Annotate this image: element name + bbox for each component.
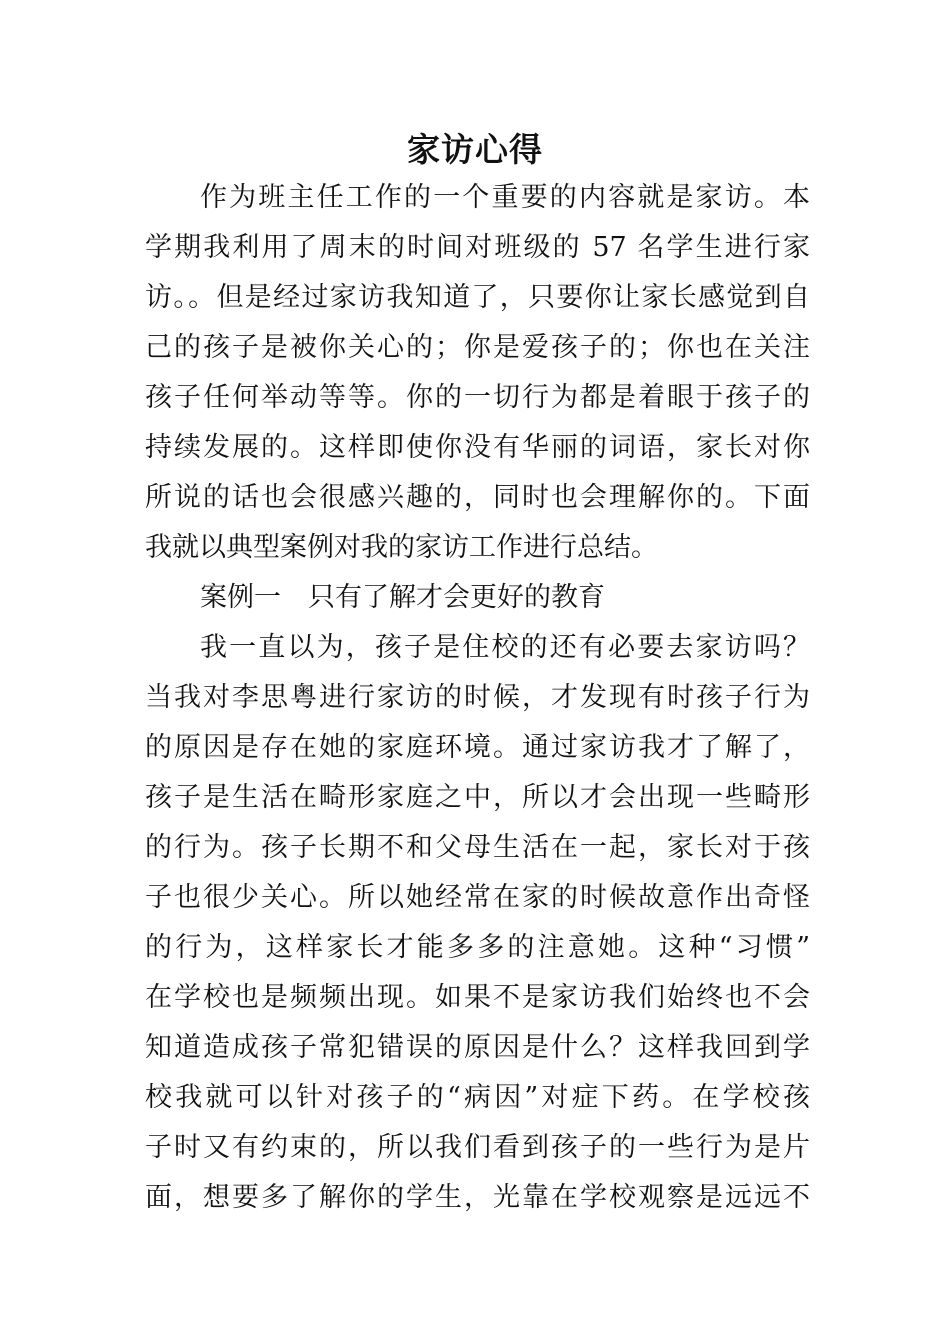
paragraph-line: 访。。但是经过家访我知道了，只要你让家长感觉到自 <box>145 282 810 313</box>
document-title: 家访心得 <box>407 130 543 169</box>
paragraph-line: 我就以典型案例对我的家访工作进行总结。 <box>145 532 658 563</box>
paragraph-line: 在学校也是频频出现。如果不是家访我们始终也不会 <box>145 982 810 1013</box>
paragraph-line: 子时又有约束的，所以我们看到孩子的一些行为是片 <box>145 1132 810 1163</box>
paragraph-line: 校我就可以针对孩子的“病因”对症下药。在学校孩 <box>145 1082 810 1113</box>
paragraph-line: 作为班主任工作的一个重要的内容就是家访。本 <box>200 182 810 213</box>
paragraph-line: 子也很少关心。所以她经常在家的时候故意作出奇怪 <box>145 882 810 913</box>
paragraph-line: 持续发展的。这样即使你没有华丽的词语，家长对你 <box>145 432 810 463</box>
paragraph-line: 的原因是存在她的家庭环境。通过家访我才了解了， <box>145 732 810 763</box>
paragraph-line: 学期我利用了周末的时间对班级的 57 名学生进行家 <box>145 232 810 263</box>
paragraph-line: 己的孩子是被你关心的；你是爱孩子的；你也在关注 <box>145 332 810 363</box>
paragraph-line: 孩子是生活在畸形家庭之中，所以才会出现一些畸形 <box>145 782 810 813</box>
paragraph-line: 孩子任何举动等等。你的一切行为都是着眼于孩子的 <box>145 382 810 413</box>
paragraph-line: 知道造成孩子常犯错误的原因是什么？这样我回到学 <box>145 1032 810 1063</box>
case-heading: 案例一 只有了解才会更好的教育 <box>200 582 605 613</box>
paragraph-line: 的行为，这样家长才能多多的注意她。这种“习惯” <box>145 932 810 963</box>
paragraph-line: 的行为。孩子长期不和父母生活在一起，家长对于孩 <box>145 832 810 863</box>
paragraph-line: 所说的话也会很感兴趣的，同时也会理解你的。下面 <box>145 482 810 513</box>
paragraph-line: 我一直以为，孩子是住校的还有必要去家访吗？ <box>200 632 810 663</box>
paragraph-line: 当我对李思粤进行家访的时候，才发现有时孩子行为 <box>145 682 810 713</box>
paragraph-line: 面，想要多了解你的学生，光靠在学校观察是远远不 <box>145 1182 810 1213</box>
